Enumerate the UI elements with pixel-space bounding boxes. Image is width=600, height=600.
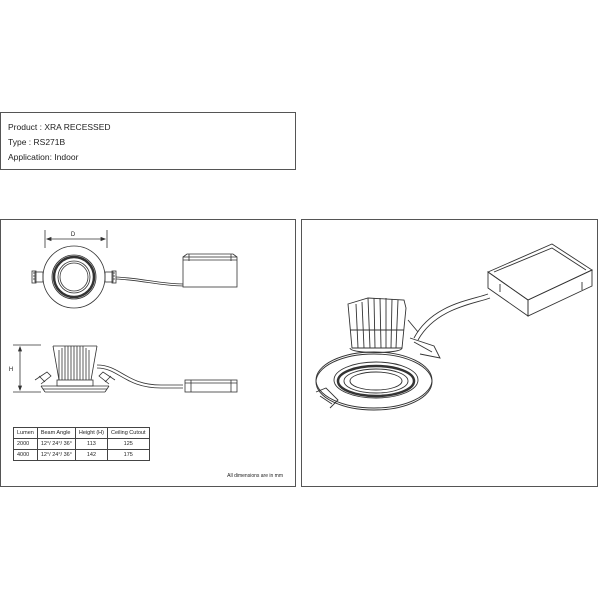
spec-table-header-cell: Height (H) <box>75 428 107 439</box>
product-info-box <box>0 112 296 170</box>
product-illustration-panel <box>301 219 598 487</box>
spec-table-header-cell: Ceiling Cutout <box>107 428 149 439</box>
spec-table-cell: 125 <box>107 439 149 450</box>
driver-top-view <box>183 254 237 287</box>
product-application: Application: Indoor <box>8 152 79 162</box>
spec-table-cell: 4000 <box>14 450 38 461</box>
spec-table-row <box>14 450 150 461</box>
product-illustration <box>302 220 599 488</box>
spec-table-row <box>14 439 150 450</box>
heat-sink <box>348 298 406 353</box>
spec-table-cell: 2000 <box>14 439 38 450</box>
driver-box <box>488 244 592 316</box>
dimension-h-label: H <box>8 367 14 373</box>
spec-table <box>13 427 150 461</box>
top-view <box>32 246 183 308</box>
dimensions-footnote: All dimensions are in mm <box>227 473 283 479</box>
spec-table-cell: 113 <box>75 439 107 450</box>
product-name: Product : XRA RECESSED <box>8 122 111 132</box>
spec-table-cell: 142 <box>75 450 107 461</box>
dimension-d-label: D <box>70 232 76 238</box>
bezel-ring <box>316 352 432 410</box>
dimension-h <box>13 345 41 392</box>
side-view <box>35 346 183 392</box>
cable <box>414 294 490 340</box>
spec-table-header-cell: Lumen <box>14 428 38 439</box>
dimension-d <box>45 230 107 248</box>
spec-table-cell: 175 <box>107 450 149 461</box>
spec-table-header <box>14 428 150 439</box>
spec-table-cell: 12°/ 24°/ 36° <box>37 439 75 450</box>
spec-table-header-cell: Beam Angle <box>37 428 75 439</box>
driver-side-view <box>185 380 237 392</box>
spec-table-cell: 12°/ 24°/ 36° <box>37 450 75 461</box>
product-type: Type : RS271B <box>8 137 66 147</box>
technical-drawing-panel <box>0 219 296 487</box>
